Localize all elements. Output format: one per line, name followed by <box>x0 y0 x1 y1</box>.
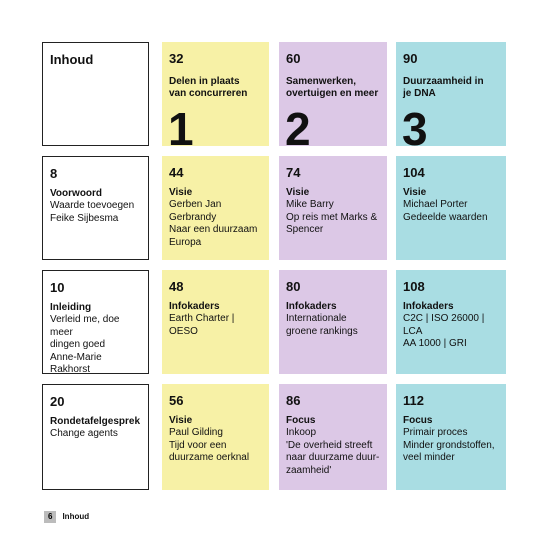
chapter-title-line: overtuigen en meer <box>286 88 379 99</box>
entry-title: Visie <box>403 187 427 198</box>
entry-line: Europa <box>169 236 202 248</box>
entry-line: Earth Charter | OESO <box>169 313 235 337</box>
entry-line: AA 1000 | GRI <box>403 338 467 349</box>
entry-line: Verleid me, doe meer <box>50 314 120 338</box>
toc-entry <box>279 384 387 490</box>
toc-entry <box>279 156 387 260</box>
entry-line: 'De overheid streeft <box>286 439 373 451</box>
chapter-number: 3 <box>402 103 428 146</box>
entry-line: Paul Gilding <box>169 427 223 438</box>
page-number: 20 <box>50 394 65 409</box>
entry-line: zaamheid' <box>286 464 332 476</box>
page-number: 32 <box>169 51 184 66</box>
entry-line: Michael Porter <box>403 199 468 210</box>
chapter-title-line: Delen in plaats <box>169 76 240 87</box>
entry-line: Minder grondstoffen, <box>403 439 495 451</box>
page-number: 74 <box>286 165 301 180</box>
toc-entry-inleiding <box>42 270 149 374</box>
entry-line: Feike Sijbesma <box>50 212 119 224</box>
page-number: 60 <box>286 51 301 66</box>
toc-header-cell <box>42 42 149 146</box>
entry-line: Tijd voor een <box>169 439 227 451</box>
entry-line: veel minder <box>403 452 455 463</box>
page-number: 86 <box>286 393 301 408</box>
entry-line: Inkoop <box>286 427 317 438</box>
entry-title: Focus <box>286 415 316 426</box>
chapter-cell-3 <box>396 42 506 146</box>
entry-title: Visie <box>286 187 310 198</box>
entry-line: Gedeelde waarden <box>403 211 488 223</box>
toc-entry <box>162 270 269 374</box>
entry-line: dingen goed <box>50 339 106 350</box>
toc-entry <box>162 384 269 490</box>
page-number: 80 <box>286 279 301 294</box>
entry-line: Waarde toevoegen <box>50 200 135 211</box>
toc-entry-rondetafelgesprek <box>42 384 149 490</box>
entry-title: Visie <box>169 415 193 426</box>
entry-line: C2C | ISO 26000 | LCA <box>403 313 485 337</box>
chapter-number: 1 <box>168 103 194 146</box>
entry-line: Spencer <box>286 224 324 235</box>
entry-title: Infokaders <box>403 301 454 312</box>
entry-line: Internationale <box>286 313 347 324</box>
toc-entry <box>162 156 269 260</box>
page-number: 44 <box>169 165 184 180</box>
chapter-title-line: Samenwerken, <box>286 76 357 87</box>
page-number: 48 <box>169 279 184 294</box>
footer-label: Inhoud <box>62 512 90 521</box>
entry-title: Visie <box>169 187 193 198</box>
page-number: 108 <box>403 279 425 294</box>
chapter-cell-2 <box>279 42 387 146</box>
toc-entry <box>396 270 506 374</box>
chapter-title-line: van concurreren <box>169 88 248 99</box>
toc-entry-voorwoord <box>42 156 149 260</box>
entry-line: Anne-Marie <box>50 351 102 363</box>
page-footer <box>44 511 89 523</box>
page-number: 56 <box>169 393 184 408</box>
footer-page-number: 6 <box>44 511 56 523</box>
entry-line: duurzame oerknal <box>169 452 250 463</box>
entry-title: Rondetafelgesprek <box>50 416 141 427</box>
page-number: 104 <box>403 165 425 180</box>
toc-entry <box>396 384 506 490</box>
entry-line: groene rankings <box>286 325 358 337</box>
entry-line: Gerben Jan <box>169 199 222 210</box>
entry-line: Naar een duurzaam <box>169 224 258 235</box>
toc-entry <box>279 270 387 374</box>
entry-title: Voorwoord <box>50 188 103 199</box>
chapter-cell-1 <box>162 42 269 146</box>
chapter-number: 2 <box>285 103 311 146</box>
entry-title: Infokaders <box>286 301 337 312</box>
entry-title: Focus <box>403 415 433 426</box>
entry-line: naar duurzame duur- <box>286 452 380 463</box>
entry-line: Op reis met Marks & <box>286 211 378 223</box>
page-number: 112 <box>403 393 424 408</box>
entry-title: Inleiding <box>50 302 92 313</box>
page-number: 8 <box>50 166 58 181</box>
toc-entry <box>396 156 506 260</box>
page-number: 10 <box>50 280 65 295</box>
entry-line: Primair proces <box>403 427 468 438</box>
entry-title: Infokaders <box>169 301 220 312</box>
chapter-title-line: je DNA <box>403 88 436 99</box>
page-number: 90 <box>403 51 418 66</box>
entry-line: Mike Barry <box>286 199 334 210</box>
entry-line: Gerbrandy <box>169 211 217 223</box>
entry-line: Rakhorst <box>50 364 91 374</box>
page-title: Inhoud <box>50 52 94 67</box>
chapter-title-line: Duurzaamheid in <box>403 76 484 87</box>
entry-line: Change agents <box>50 428 118 439</box>
